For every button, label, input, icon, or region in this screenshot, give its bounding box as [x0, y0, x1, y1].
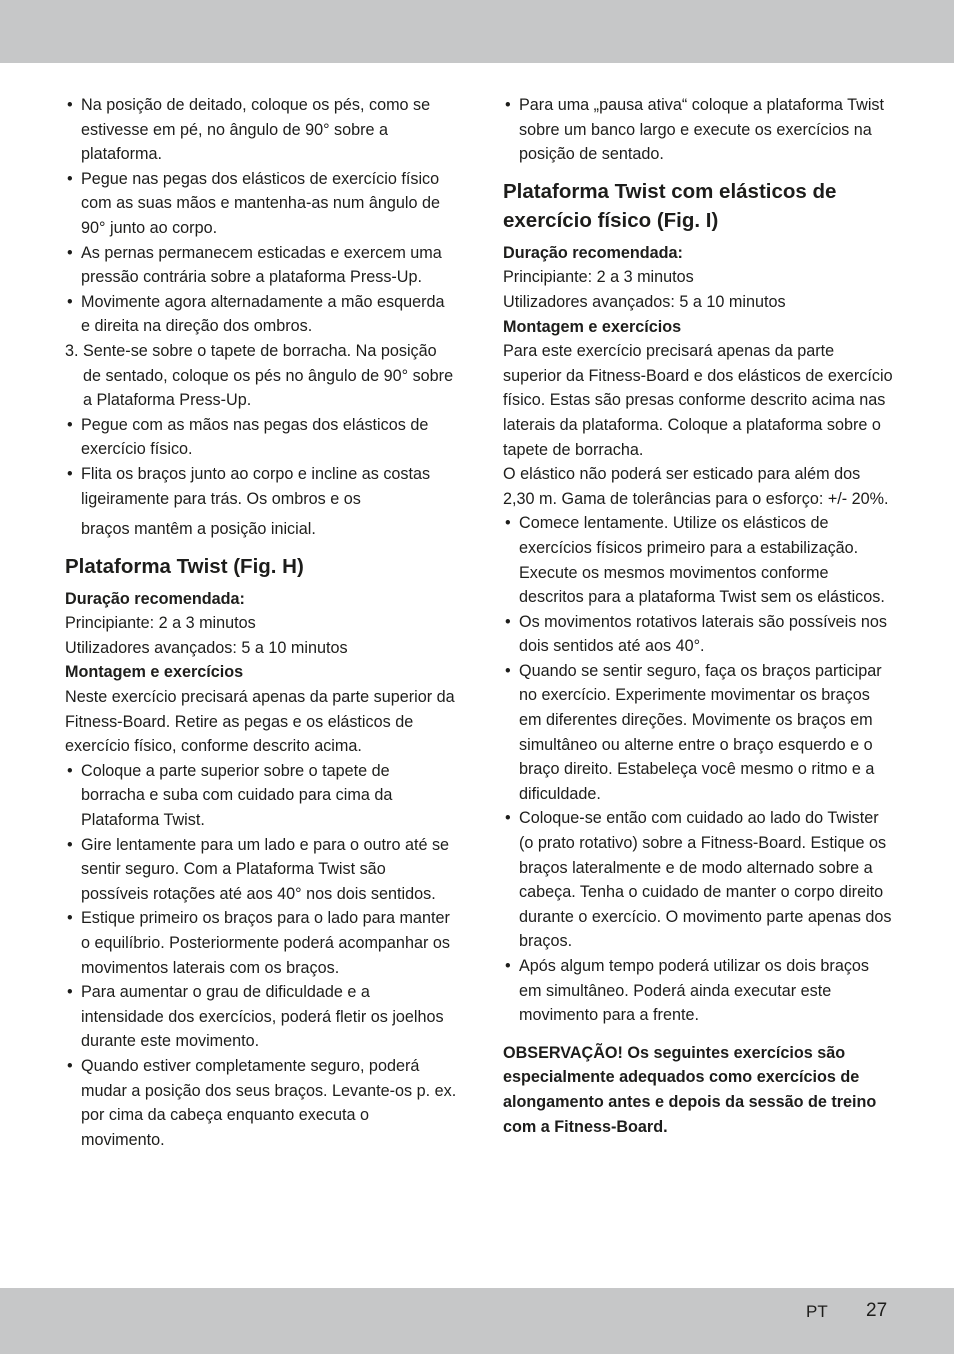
bullet-item: • Coloque a parte superior sobre o tapete de borracha e suba com cuidado para cima da Plataforma Twist.	[65, 759, 457, 833]
step-number: 3.	[65, 341, 79, 360]
bullet-item: • Após algum tempo poderá utilizar os dois braços em simultâneo. Poderá ainda executar este movimento para a frente.	[503, 954, 893, 1028]
bullet-item: • Flita os braços junto ao corpo e incline as costas ligeiramente para trás. Os ombros e os	[65, 462, 457, 511]
duration-line: Principiante: 2 a 3 minutos	[503, 268, 694, 287]
bullet-continuation: braços mantêm a posição inicial.	[81, 520, 316, 539]
numbered-step	[65, 339, 457, 413]
bullet-item: • Para uma „pausa ativa“ coloque a plataforma Twist sobre um banco largo e execute os exercícios na posição de sentado.	[503, 93, 893, 167]
duration-line: Utilizadores avançados: 5 a 10 minutos	[503, 292, 786, 311]
subheading: Montagem e exercícios	[503, 317, 682, 336]
bullet-item: • Estique primeiro os braços para o lado para manter o equilíbrio. Posteriormente poderá acompanhar os movimentos laterais com os braços.	[65, 906, 457, 980]
left-column	[65, 93, 457, 1152]
step-text: Sente-se sobre o tapete de borracha. Na posição de sentado, coloque os pés no ângulo de 90° sobre a Plataforma Press-Up.	[83, 341, 454, 410]
paragraph: Para este exercício precisará apenas da parte superior da Fitness-Board e dos elásticos de exercício físico. Estas são presas conforme descrito acima nas laterais da plataforma. Coloque a plataforma sobre o tapete de borracha.	[503, 342, 893, 459]
header-band	[0, 0, 954, 63]
bullet-item: • Os movimentos rotativos laterais são possíveis nos dois sentidos até aos 40°.	[503, 610, 893, 659]
observation-note: OBSERVAÇÃO! Os seguintes exercícios são especialmente adequados como exercícios de alongamento antes e depois da sessão de treino com a Fitness-Board.	[503, 1043, 877, 1136]
bullet-item: • Movimente agora alternadamente a mão esquerda e direita na direção dos ombros.	[65, 290, 457, 339]
right-column	[503, 93, 893, 1139]
paragraph: O elástico não poderá ser esticado para além dos 2,30 m. Gama de tolerâncias para o esforço: +/- 20%.	[503, 465, 889, 508]
bullet-item: • As pernas permanecem esticadas e exercem uma pressão contrária sobre a plataforma Press-Up.	[65, 241, 457, 290]
subheading: Duração recomendada:	[503, 243, 683, 262]
bullet-item: • Pegue nas pegas dos elásticos de exercício físico com as suas mãos e mantenha-as num ângulo de 90° junto ao corpo.	[65, 167, 457, 241]
bullet-item: • Na posição de deitado, coloque os pés, como se estivesse em pé, no ângulo de 90° sobre a plataforma.	[65, 93, 457, 167]
section-heading: Plataforma Twist (Fig. H)	[65, 554, 304, 578]
subheading: Duração recomendada:	[65, 589, 245, 608]
bullet-item: • Quando estiver completamente seguro, poderá mudar a posição dos seus braços. Levante-os p. ex. por cima da cabeça enquanto executa o movimento.	[65, 1054, 457, 1152]
bullet-item: • Quando se sentir seguro, faça os braços participar no exercício. Experimente movimentar os braços em diferentes direções. Movimente os braços em simultâneo ou alterne entre o braço esquerdo e o braço direito. Estabeleça você mesmo o ritmo e a dificuldade.	[503, 659, 893, 807]
bullet-item: • Comece lentamente. Utilize os elásticos de exercícios físicos primeiro para a estabilização. Execute os mesmos movimentos conforme descritos para a plataforma Twist sem os elásticos.	[503, 511, 893, 609]
duration-line: Principiante: 2 a 3 minutos	[65, 614, 256, 633]
paragraph: Neste exercício precisará apenas da parte superior da Fitness-Board. Retire as pegas e os elásticos de exercício físico, conforme descrito acima.	[65, 688, 455, 756]
section-heading: Plataforma Twist com elásticos de exercício físico (Fig. I)	[503, 179, 837, 232]
duration-line: Utilizadores avançados: 5 a 10 minutos	[65, 638, 348, 657]
bullet-item: • Pegue com as mãos nas pegas dos elásticos de exercício físico.	[65, 413, 457, 462]
bullet-item: • Para aumentar o grau de dificuldade e a intensidade dos exercícios, poderá fletir os joelhos durante este movimento.	[65, 980, 457, 1054]
bullet-item: • Gire lentamente para um lado e para o outro até se sentir seguro. Com a Plataforma Twist são possíveis rotações até aos 40° nos dois sentidos.	[65, 833, 457, 907]
language-code: PT	[806, 1302, 828, 1321]
subheading: Montagem e exercícios	[65, 663, 244, 682]
bullet-item: • Coloque-se então com cuidado ao lado do Twister (o prato rotativo) sobre a Fitness-Board. Estique os braços lateralmente e de modo alternado sobre a cabeça. Tenha o cuidado de manter o corpo direito durante o exercício. O movimento parte apenas dos braços.	[503, 806, 893, 954]
page-number: 27	[866, 1300, 888, 1321]
